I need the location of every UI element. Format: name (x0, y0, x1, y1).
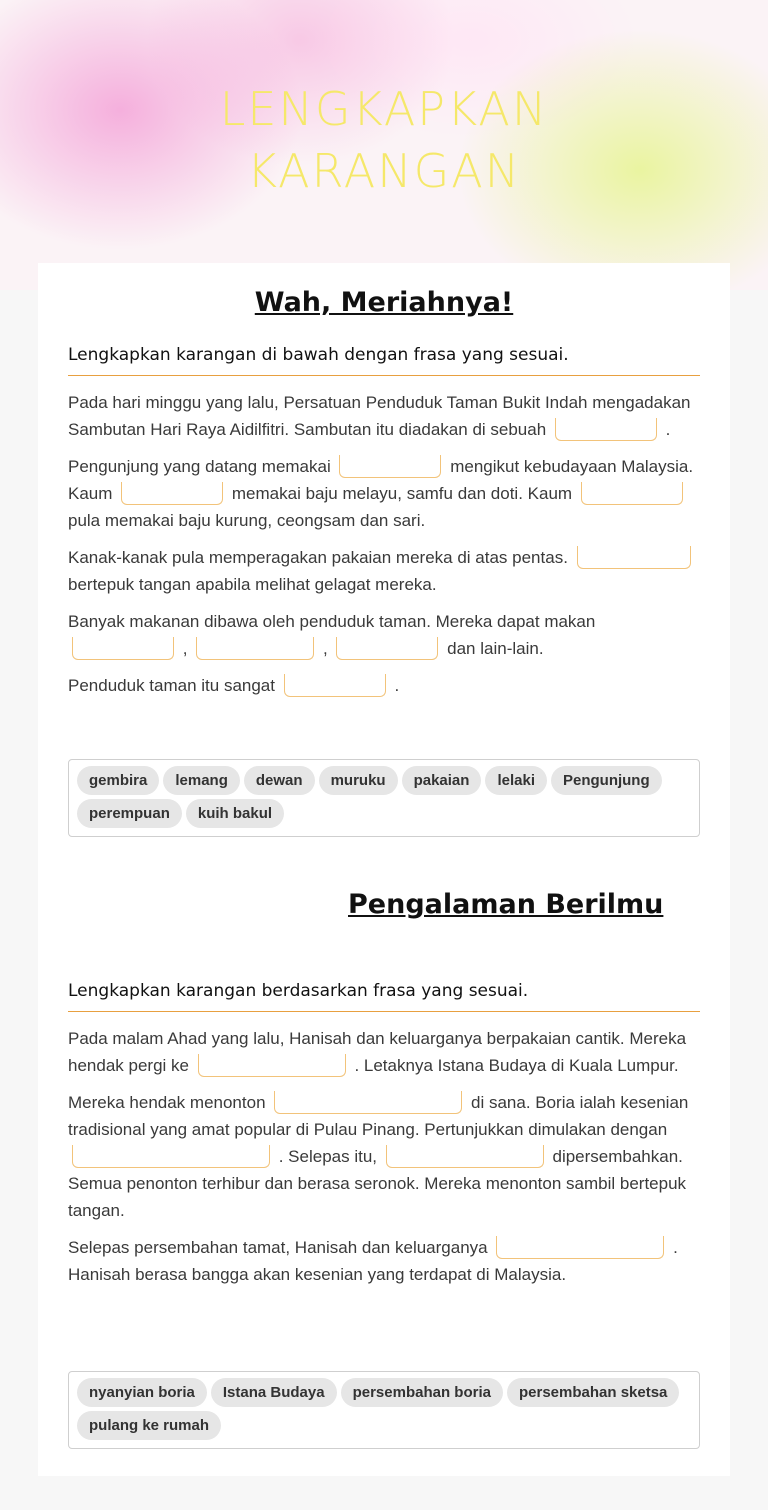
word-chip[interactable]: pulang ke rumah (77, 1411, 221, 1440)
blank-input[interactable] (121, 482, 223, 505)
blank-input[interactable] (336, 637, 438, 660)
blank-input[interactable] (198, 1054, 346, 1077)
passage-paragraph: Banyak makanan dibawa oleh penduduk taman. Mereka dapat makan , , dan lain-lain. (68, 612, 596, 658)
word-chip[interactable]: pakaian (402, 766, 482, 795)
word-chip[interactable]: nyanyian boria (77, 1378, 207, 1407)
word-chip[interactable]: persembahan sketsa (507, 1378, 679, 1407)
section2-title: Pengalaman Berilmu (348, 889, 664, 920)
blank-input[interactable] (577, 546, 691, 569)
blank-input[interactable] (496, 1236, 664, 1259)
worksheet-title (0, 78, 768, 202)
word-chip[interactable]: kuih bakul (186, 799, 284, 828)
section1-instruction: Lengkapkan karangan di bawah dengan frasa yang sesuai. (68, 345, 700, 376)
word-chip[interactable]: persembahan boria (341, 1378, 503, 1407)
passage-paragraph: Penduduk taman itu sangat . (68, 676, 400, 695)
section2-word-bank (68, 1371, 700, 1449)
section1-passage (68, 389, 700, 709)
passage-paragraph: Selepas persembahan tamat, Hanisah dan keluarganya . Hanisah berasa bangga akan kesenian yang terdapat di Malaysia. (68, 1238, 678, 1284)
blank-input[interactable] (581, 482, 683, 505)
blank-input[interactable] (555, 418, 657, 441)
blank-input[interactable] (284, 674, 386, 697)
title-line-1: LENGKAPKAN (219, 82, 549, 136)
section1-title: Wah, Meriahnya! (254, 287, 514, 318)
word-chip[interactable]: lelaki (485, 766, 547, 795)
section1-word-bank (68, 759, 700, 837)
passage-paragraph: Pada hari minggu yang lalu, Persatuan Penduduk Taman Bukit Indah mengadakan Sambutan Hari Raya Aidilfitri. Sambutan itu diadakan di sebuah . (68, 393, 691, 439)
passage-paragraph: Kanak-kanak pula memperagakan pakaian mereka di atas pentas. bertepuk tangan apabila melihat gelagat mereka. (68, 544, 700, 598)
blank-input[interactable] (72, 637, 174, 660)
blank-input[interactable] (196, 637, 314, 660)
word-chip[interactable]: perempuan (77, 799, 182, 828)
passage-paragraph: Pada malam Ahad yang lalu, Hanisah dan keluarganya berpakaian cantik. Mereka hendak pergi ke . Letaknya Istana Budaya di Kuala Lumpur. (68, 1029, 687, 1075)
blank-input[interactable] (386, 1145, 544, 1168)
blank-input[interactable] (339, 455, 441, 478)
blank-input[interactable] (72, 1145, 270, 1168)
passage-paragraph: Mereka hendak menonton di sana. Boria ialah kesenian tradisional yang amat popular di Pulau Pinang. Pertunjukkan dimulakan dengan . Selepas itu, dipersembahkan. Semua penonton terhibur dan berasa seronok. Mereka menonton sambil bertepuk tangan. (68, 1093, 689, 1220)
word-chip[interactable]: Pengunjung (551, 766, 662, 795)
word-chip[interactable]: muruku (319, 766, 398, 795)
word-chip[interactable]: gembira (77, 766, 159, 795)
section2-instruction: Lengkapkan karangan berdasarkan frasa yang sesuai. (68, 981, 700, 1012)
word-chip[interactable]: lemang (163, 766, 240, 795)
header-banner (0, 0, 768, 290)
section2-passage (68, 1025, 700, 1298)
word-chip[interactable]: Istana Budaya (211, 1378, 337, 1407)
blank-input[interactable] (274, 1091, 462, 1114)
word-chip[interactable]: dewan (244, 766, 315, 795)
passage-paragraph: Pengunjung yang datang memakai mengikut kebudayaan Malaysia. Kaum memakai baju melayu, samfu dan doti. Kaum pula memakai baju kurung, ceongsam dan sari. (68, 457, 694, 530)
title-line-2: KARANGAN (246, 144, 522, 198)
worksheet-card (38, 263, 730, 1476)
